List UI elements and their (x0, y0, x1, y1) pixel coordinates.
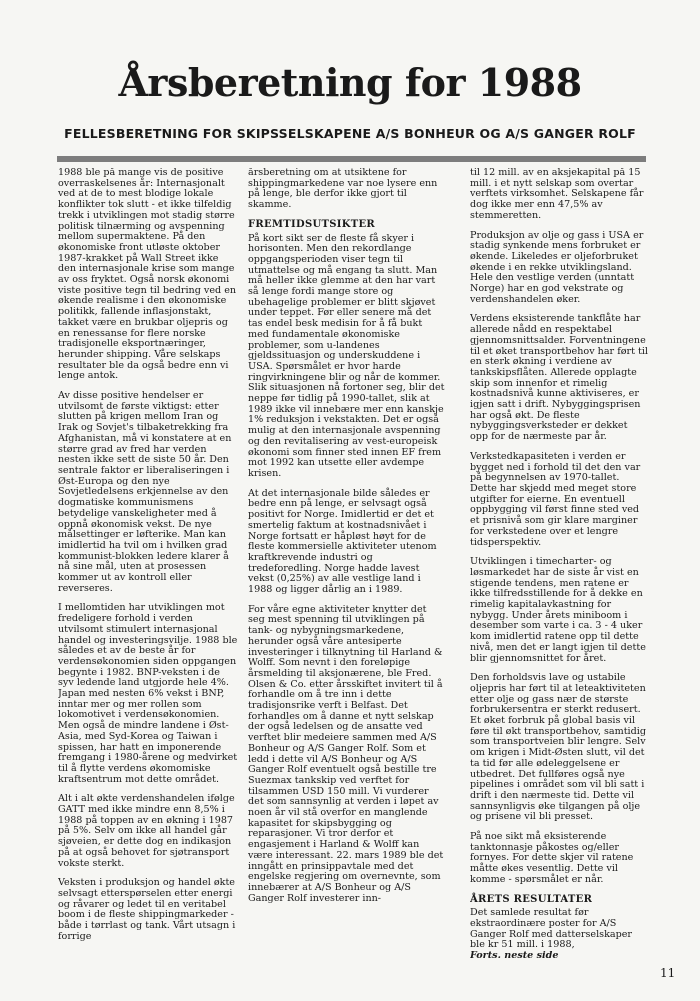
column-3 (470, 168, 648, 968)
paragraph: Verkstedkapasiteten i verden er bygget ned i forhold til det den var på begynnelsen av 1970-tallet. Dette har skjedd med meget store utgifter for eierne. En eventuell oppbygging vil først finne sted ved et prisnivå som gir klare marginer for verkstedene over et lengre tidsperspektiv. (470, 450, 641, 548)
paragraph: Den forholdsvis lave og ustabile oljepris har ført til at leteaktiviteten etter olje og gass nær de største forbrukersentra er sterkt redusert. Et øket forbruk på global basis vil føre til økt transportbehov, samtidig som transportveien blir lengre. Selv om krigen i Midt-Østen slutt, vil det ta tid før alle ødeleggelsene er utbedret. Det fullføres også nye pipelines i området som vil bli satt i drift i den nærmeste tid. Dette vil sannsynligvis øke tilgangen på olje og prisene vil bli presset. (470, 672, 646, 823)
paragraph: Veksten i produksjon og handel økte selvsagt etterspørselen etter energi og råvarer og ledet til en veritabel boom i de fleste shippingmarkeder - både i tørrlast og tank. Vårt utsagn i forrige (58, 877, 236, 942)
section-heading-fremtidsutsikter: FREMTIDSUTSIKTER (248, 218, 376, 230)
paragraph: 1988 ble på mange vis de positive overraskelsenes år: Internasjonalt ved at de to mest blodige lokale konflikter tok slutt - et ikke tilfeldig trekk i utviklingen mot stadig større politisk tilnærming og avspenning mellom supermaktene. På den økonomiske front utløste oktober 1987-krakket på Wall Street ikke den internasjonale krise som mange av oss fryktet. Også norsk økonomi viste positive tegn til bedring ved en økende realisme i den økonomiske politikk, fallende inflasjonstakt, takket være en brukbar oljepris og en renessanse for flere norske tradisjonelle eksportnæringer, herunder shipping. Våre selskaps resultater ble da også bedre enn vi lenge antok. (58, 168, 237, 382)
paragraph: For våre egne aktiviteter knytter det seg mest spenning til utviklingen på tank- og nybygningsmarkedene, herunder også våre antesiperte investeringer i tilknytning til Harland & Wolff. Som nevnt i den foreløpige årsmelding til aksjonærene, ble Fred. Olsen & Co. etter årsskiftet invitert til å forhandle om å tre inn i dette tradisjonsrike verft i Belfast. Det forhandles om å danne et nytt selskap der også ledelsen og de ansatte ved verftet blir medeiere sammen med A/S Bonheur og A/S Ganger Rolf. Som et ledd i dette vil A/S Bonheur og A/S Ganger Rolf eventuelt også bestille tre Suezmax tankskip ved verftet for tilsammen USD 150 mill. Vi vurderer det som sannsynlig at verden i løpet av noen år vil stå overfor en manglende kapasitet for skipsbygging og reparasjoner. Vi tror derfor et engasjement i Harland & Wolff kan være interessant. 22. mars 1989 ble det inngått en prinsippavtale med det engelske regjering om overnevnte, som innebærer at A/S Bonheur og A/S Ganger Rolf investerer inn- (248, 603, 444, 904)
paragraph: Av disse positive hendelser er utvilsomt de første viktigst: etter slutten på krigen mellom Iran og Irak og Sovjet's tilbaketrekking fra Afghanistan, må vi konstatere at en større grad av fred har verden nesten ikke sett de siste 50 år. Den sentrale faktor er liberaliseringen i Øst-Europa og den nye Sovjetledelsens erkjennelse av den dogmatiske kommunismens betydelige vanskeligheter med å oppnå økonomisk vekst. De nye målsettinger er løfterike. Man kan imidlertid ha tvil om i hvilken grad kommunist-blokken ledere klarer å nå sine mål, uten at prosessen kommer ut av kontroll eller reverseres. (58, 390, 232, 594)
column-2 (248, 168, 445, 968)
paragraph: Det samlede resultat før ekstraordinære poster for A/S Ganger Rolf med datterselskaper ble kr 51 mill. i 1988, (470, 907, 633, 951)
paragraph: På kort sikt ser de fleste få skyer i horisonten. Men den rekordlange oppgangsperioden viser tegn til utmattelse og må engang ta slutt. Man må heller ikke glemme at den har vart så lenge fordi mange store og ubehagelige problemer er blitt skjøvet under teppet. Før eller senere må det tas endel besk medisin for å få bukt med fundamentale økonomiske problemer, som u-landenes gjeldssituasjon og underskuddene i USA. Spørsmålet er hvor harde ringvirkningene blir og når de kommer. Slik situasjonen nå fortoner seg, blir det neppe før tidlig på 1990-tallet, slik at 1989 ikke vil innebære mer enn kanskje 1% reduksjon i vekstakten. Det er også mulig at den internasjonale avspenning og den revitalisering av vest-europeisk økonomi som finner sted innen EF frem mot 1992 kan utsette eller avdempe krisen. (248, 232, 445, 479)
paragraph: til 12 mill. av en aksjekapital på 15 mill. i et nytt selskap som overtar verftets virksomhet. Selskapene får dog ikke mer enn 47,5% av stemmeretten. (470, 168, 644, 221)
paragraph: årsberetning om at utsiktene for shippingmarkedene var noe lysere enn på lenge, ble derfor ikke gjort til skamme. (248, 168, 438, 211)
paragraph: Utviklingen i timecharter- og løsmarkedet har de siste år vist en stigende tendens, men ratene er ikke tilfredsstillende for å dekke en rimelig kapitalavkastning for nybygg. Under årets miniboom i desember som varte i ca. 3 - 4 uker kom imidlertid ratene opp til dette nivå, men det er langt igjen til dette blir gjennomsnittet for året. (470, 556, 646, 664)
header-rule (57, 156, 646, 162)
page-subtitle: FELLESBERETNING FOR SKIPSSELSKAPENE A/S BONHEUR OG A/S GANGER ROLF (64, 126, 636, 141)
paragraph: Alt i alt økte verdenshandelen ifølge GATT med ikke mindre enn 8,5% i 1988 på toppen av en økning i 1987 på 5%. Selv om ikke all handel går sjøveien, er dette dog en indikasjon på at også behovet for sjøtransport vokste sterkt. (58, 793, 235, 869)
continued-note: Forts. neste side (470, 950, 559, 962)
page-number: 11 (660, 966, 676, 980)
paragraph: Produksjon av olje og gass i USA er stadig synkende mens forbruket er økende. Likeledes er oljeforbruket økende i en rekke utviklingsland. Hele den vestlige verden (unntatt Norge) har en god vekstrate og verdenshandelen øker. (470, 229, 644, 305)
page-title: Årsberetning for 1988 (118, 60, 582, 105)
paragraph: På noe sikt må eksisterende tanktonnasje påkostes og/eller fornyes. For dette skjer vil ratene måtte økes vesentlig. Dette vil komme - spørsmålet er når. (470, 831, 634, 885)
column-1 (58, 168, 238, 968)
paragraph: Verdens eksisterende tankflåte har allerede nådd en respektabel gjennomsnittsalder. Forventningene til et øket transportbehov har ført til en sterk økning i verdiene av tankskipsflåten. Allerede opplagte skip som innenfor et rimelig kostnadsnivå kunne aktiviseres, er igjen satt i drift. Nybyggingsprisen har også økt. De fleste nybyggingsverksteder er dekket opp for de nærmeste par år. (470, 313, 648, 443)
section-heading-arets-resultater: ÅRETS RESULTATER (470, 893, 593, 905)
paragraph: I mellomtiden har utviklingen mot fredeligere forhold i verden utvilsomt stimulert internasjonal handel og investeringsvilje. 1988 ble således et av de beste år for verdensøkonomien siden oppgangen begynte i 1982. BNP-veksten i de syv ledende land utgjorde hele 4%. Japan med nesten 6% vekst i BNP, inntar mer og mer rollen som lokomotivet i verdensøkonomien. Men også de mindre landene i Øst-Asia, med Syd-Korea og Taiwan i spissen, har hatt en imponerende fremgang i 1980-årene og medvirket til å flytte verdens økomomiske kraftsentrum mot dette området. (58, 602, 238, 785)
paragraph: At det internasjonale bilde således er bedre enn på lenge, er selvsagt også positivt for Norge. Imidlertid er det et smertelig faktum at kostnadsnivået i Norge fortsatt er håpløst høyt for de fleste kommersielle aktiviteter utenom kraftkrevende industri og tredeforedling. Norge hadde lavest vekst (0,25%) av alle vestlige land i 1988 og ligger dårlig an i 1989. (248, 487, 437, 596)
